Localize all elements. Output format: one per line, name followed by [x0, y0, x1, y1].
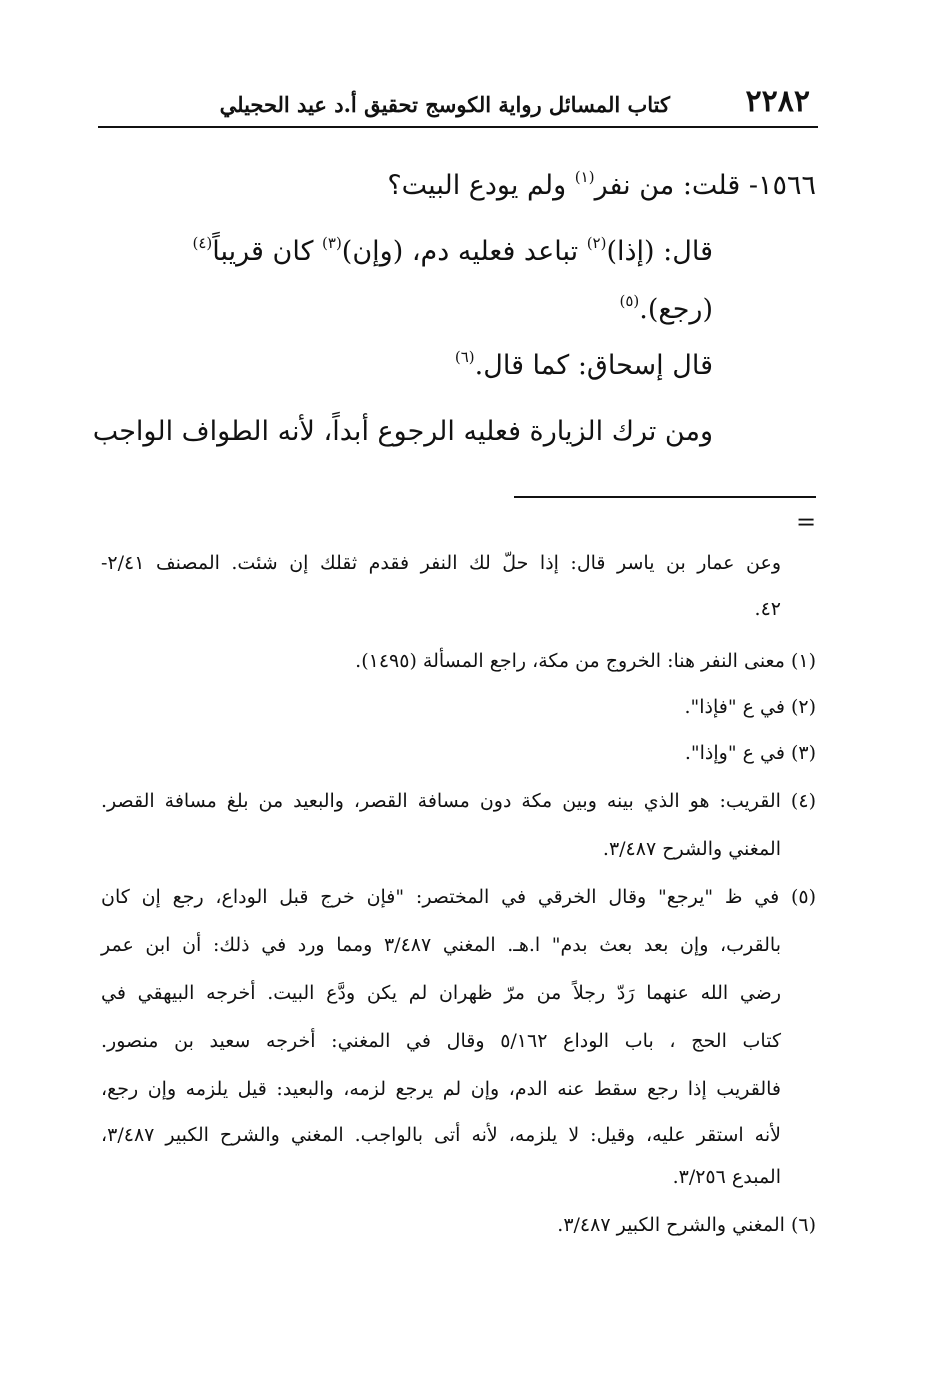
footnote-carry-over-line-2: ٤٢. [754, 598, 781, 620]
footnote-1: (١) معنى النفر هنا: الخروج من مكة، راجع المسألة (١٤٩٥). [355, 650, 816, 672]
footnote-5-line-3: رضي الله عنهما رَدّ رجلاً من مرّ ظهران لم يكن ودَّع البيت. أخرجه البيهقي في [101, 982, 781, 1004]
footnote-ref-5: (٥) [619, 292, 640, 310]
answer-line-1 [192, 234, 713, 267]
footnote-5-line-5: فالقريب إذا رجع سقط عنه الدم، وإن لم يرجع لزمه، والبعيد: قيل يلزمه وإن رجع، [101, 1078, 781, 1100]
footnote-4-line-2: المغني والشرح ٣/٤٨٧. [602, 838, 781, 860]
answer-part-3: كان قريباً [212, 236, 323, 267]
question-line [387, 170, 816, 201]
running-title: كتاب المسائل رواية الكوسج تحقيق أ.د عيد الحجيلي [219, 92, 670, 117]
answer-part-1: قال: (إذا) [606, 236, 713, 267]
answer-part-2: تباعد فعليه دم، (وإن) [341, 236, 587, 267]
answer-line-2-text: (رجع). [639, 294, 713, 325]
footnote-4-line-1: (٤) القريب: هو الذي بينه وبين مكة دون مسافة القصر، والبعيد من بلغ مسافة القصر. [101, 790, 816, 812]
footnote-3: (٣) في ع "وإذا". [684, 742, 816, 764]
footnote-ref-3: (٣) [322, 234, 342, 252]
footnote-ref-4: (٤) [192, 234, 213, 252]
footnote-5-line-2: بالقرب، وإن بعد بعث بدم" ا.هـ. المغني ٣/٤٨٧ ومما ورد في ذلك: أن ابن عمر [101, 934, 781, 956]
answer-line-2 [619, 294, 713, 325]
footnote-6: (٦) المغني والشرح الكبير ٣/٤٨٧. [557, 1214, 816, 1236]
footnote-carry-over-line-1: وعن عمار بن ياسر قال: إذا حلّ لك النفر فقدم ثقلك إن شئت. المصنف ٢/٤١- [101, 552, 781, 574]
footnote-ref-2: (٢) [586, 234, 607, 252]
footnote-separator [514, 496, 816, 498]
ishaq-line [455, 350, 713, 381]
footnote-ref-1: (١) [574, 168, 595, 186]
footnote-continuation-mark: = [796, 508, 817, 536]
footnote-5-line-7: المبدع ٣/٢٥٦. [672, 1166, 781, 1188]
continuation-line: ومن ترك الزيارة فعليه الرجوع أبداً، لأنه الطواف الواجب [92, 416, 713, 447]
footnote-5-line-1: (٥) في ظ "يرجع" وقال الخرقي في المختصر: "فإن خرج قبل الوداع، رجع إن كان [101, 886, 816, 908]
footnote-ref-6: (٦) [454, 348, 475, 366]
question-text-after: ولم يودع البيت؟ [387, 170, 575, 201]
ishaq-text: قال إسحاق: كما قال. [474, 350, 713, 381]
footnote-2: (٢) في ع "فإذا". [684, 696, 816, 718]
page-header [98, 78, 818, 128]
footnote-5-line-6: لأنه استقر عليه، وقيل: لا يلزمه، لأنه أتى بالواجب. المغني والشرح الكبير ٣/٤٨٧، [101, 1124, 781, 1146]
question-text-before: ١٥٦٦- قلت: من نفر [594, 170, 816, 201]
page-number: ٢٢٨٢ [745, 84, 810, 119]
footnote-5-line-4: كتاب الحج ، باب الوداع ٥/١٦٢ وقال في المغني: أخرجه سعيد بن منصور. [101, 1030, 781, 1052]
